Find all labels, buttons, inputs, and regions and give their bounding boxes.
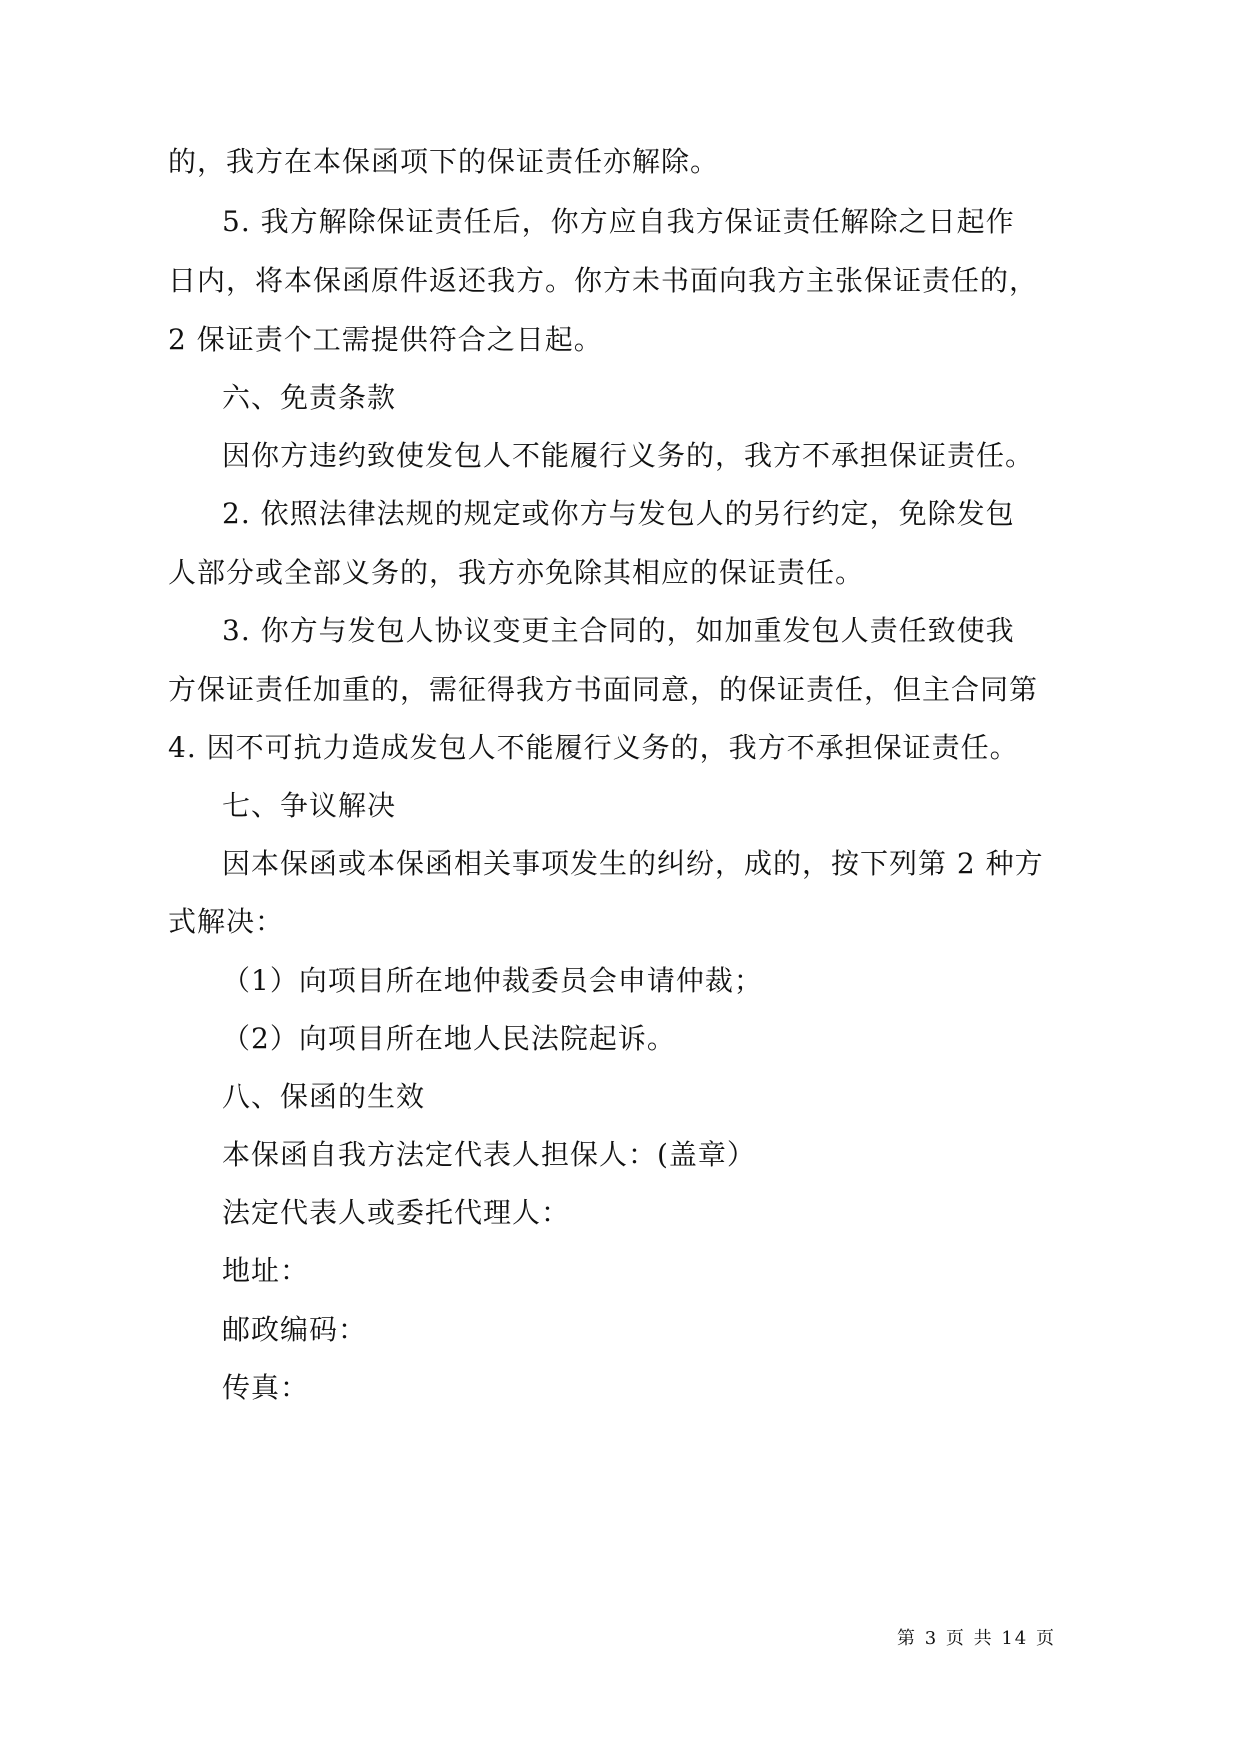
section-heading-7: 七、争议解决 [222, 789, 397, 822]
text-line-19: 法定代表人或委托代理人： [222, 1196, 571, 1229]
postal-code-label: 邮政编码： [222, 1313, 368, 1346]
text-line-4: 2 保证责个工需提供符合之日起。 [168, 323, 603, 356]
text-line-2: 5. 我方解除保证责任后，你方应自我方保证责任解除之日起作 [222, 205, 1015, 238]
text-line-8: 人部分或全部义务的，我方亦免除其相应的保证责任。 [168, 556, 865, 589]
address-label: 地址： [222, 1254, 310, 1287]
section-heading-6: 六、免责条款 [222, 381, 397, 414]
text-line-1: 的，我方在本保函项下的保证责任亦解除。 [168, 145, 720, 178]
text-line-3: 日内，将本保函原件返还我方。你方未书面向我方主张保证责任的， [168, 264, 1039, 297]
text-line-16: （2）向项目所在地人民法院起诉。 [222, 1022, 676, 1055]
fax-label: 传真： [222, 1371, 310, 1404]
text-line-9: 3. 你方与发包人协议变更主合同的，如加重发包人责任致使我 [222, 614, 1015, 647]
text-line-11: 4. 因不可抗力造成发包人不能履行义务的，我方不承担保证责任。 [168, 731, 1019, 764]
page-number-footer: 第 3 页 共 14 页 [897, 1628, 1056, 1649]
text-line-7: 2. 依照法律法规的规定或你方与发包人的另行约定，免除发包 [222, 497, 1015, 530]
text-line-15: （1）向项目所在地仲裁委员会申请仲裁； [222, 964, 763, 997]
text-line-18: 本保函自我方法定代表人担保人：(盖章） [222, 1138, 756, 1171]
text-line-14: 式解决： [168, 905, 285, 938]
text-line-13: 因本保函或本保函相关事项发生的纠纷，成的，按下列第 2 种方 [222, 847, 1044, 880]
text-line-10: 方保证责任加重的，需征得我方书面同意，的保证责任，但主合同第 [168, 673, 1039, 706]
section-heading-8: 八、保函的生效 [222, 1080, 426, 1113]
text-line-6: 因你方违约致使发包人不能履行义务的，我方不承担保证责任。 [222, 439, 1035, 472]
